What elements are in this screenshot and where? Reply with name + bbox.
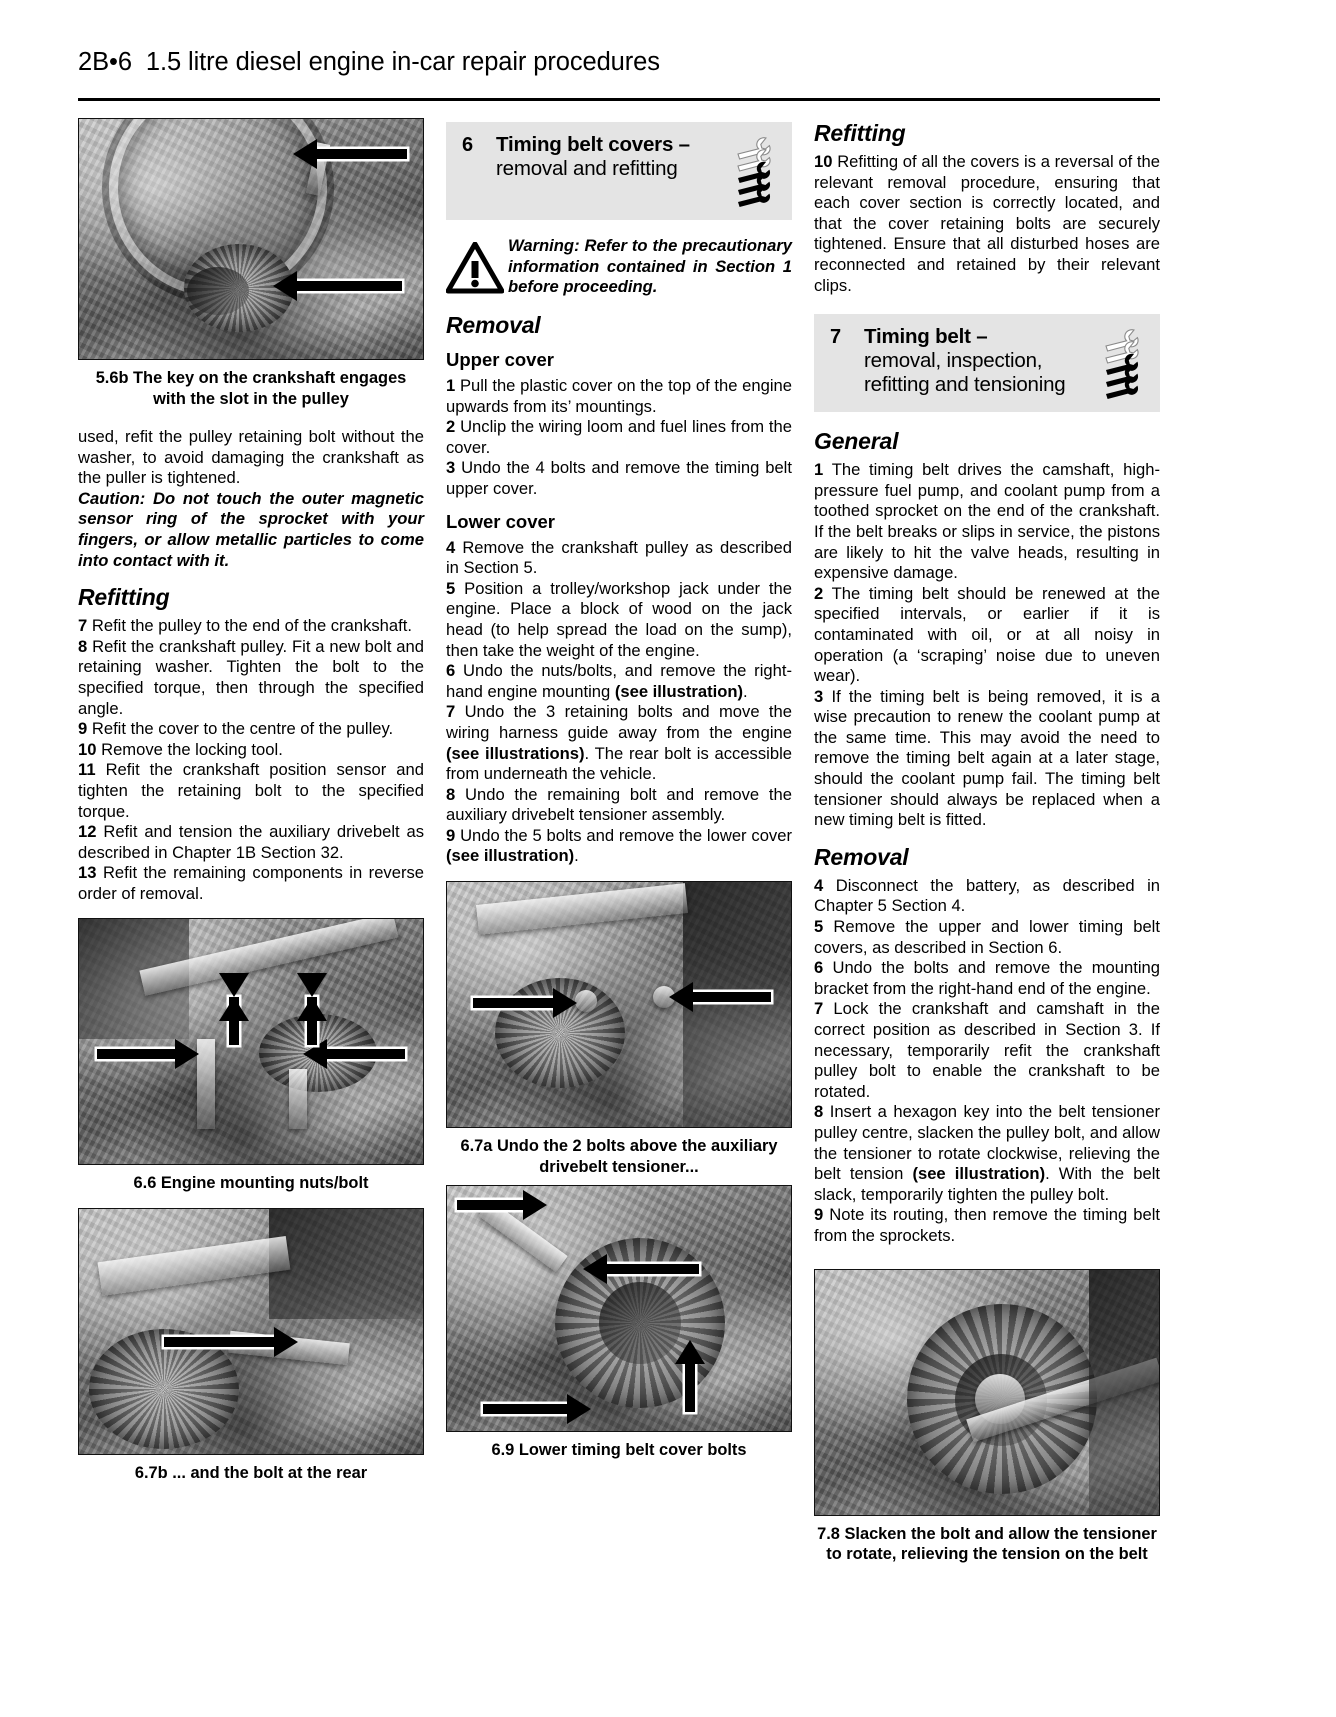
heading-general: General [814,428,899,455]
stud-1 [197,1039,215,1129]
step-text: Undo the bolts and remove the mounting bracket from the right-hand end of the engine. [814,958,1160,998]
step-number: 7 [446,702,456,722]
step-text: Refit the crankshaft position sensor and tighten the retaining bolt to the specified torque. [78,760,424,821]
step-number: 10 [78,739,97,759]
step-number: 4 [446,537,456,557]
callout-arrow-mid [607,1264,699,1274]
section-header-6[interactable] [446,122,792,220]
page-title [78,48,1158,77]
removal-step-9 [814,1205,1160,1246]
callout-arrow [164,1337,274,1347]
lower-step-6 [446,661,792,702]
caption-5-6b: 5.6b The key on the crankshaft engages with the slot in the pulley [95,369,407,408]
warning-text: Warning: Refer to the precautionary information contained in Section 1 before proceeding. [508,236,792,297]
section-subtitle: removal and refitting [496,157,678,180]
callout-arrow-1 [317,149,407,159]
caution-note: Caution: Do not touch the outer magnetic sensor ring of the sprocket with your fingers, or allow metallic particles to come into contact with it. [78,488,424,570]
step-text: Disconnect the battery, as described in Chapter 5 Section 4. [814,875,1160,916]
column-1 [78,118,424,1565]
column-3 [814,118,1160,1565]
step-text: Undo the 5 bolts and remove the lower cover [460,825,792,845]
general-step-1 [814,460,1160,584]
subheading-lower-cover: Lower cover [446,510,555,532]
section-subtitle-line-1: removal, inspection, [864,349,1043,373]
removal-step-4 [814,876,1160,917]
stud-2 [289,1069,307,1129]
step-text: Remove the locking tool. [101,739,283,759]
step-11 [78,760,424,822]
step-text: Remove the crankshaft pulley as described in Section 5. [446,537,792,578]
spanner-rating-icon [1102,325,1148,399]
step-text: Undo the 3 retaining bolts and move the wiring harness guide away from the engine [446,702,792,742]
shadow-region [683,882,792,1127]
callout-arrow-bottom [483,1404,567,1414]
step-number: 5 [814,917,824,937]
page-title-text: 1.5 litre diesel engine in-car repair procedures [145,48,660,76]
step-number: 11 [78,760,96,780]
step-number: 3 [814,686,824,706]
step-number: 2 [814,583,824,603]
step-text: Refit and tension the auxiliary drivebelt as described in Chapter 1B Section 32. [78,822,424,862]
step-text: Refitting of all the covers is a reversal of the relevant removal procedure, ensuring that each cover section is correctly located, and that the cover retaining bolts are securely tightened. Ensure that all disturbed hoses are reconnected and retained by their relevant clips. [814,152,1160,295]
pulley-edge [89,1329,239,1449]
callout-arrow-right [327,1049,405,1059]
photo-7-8 [814,1269,1160,1516]
heading-removal-c2: Removal [446,312,541,338]
section-title: Timing belt covers – [496,133,690,156]
step-number: 4 [814,875,824,895]
callout-arrow-2 [297,281,402,291]
step-number: 13 [78,863,97,883]
step-text: The timing belt should be renewed at the specified intervals, or earlier if it is contaminated with oil, or at all noisy in operation (a ‘scraping’ noise due to uneven wear). [814,583,1160,686]
step-number: 8 [446,784,456,804]
step-number: 1 [814,460,824,480]
callout-arrow-down-2 [307,997,317,1045]
heading-refitting-c3: Refitting [814,120,906,146]
callout-arrow-right [693,992,771,1002]
step-number: 8 [78,636,88,656]
spanner-rating-icon [734,133,780,207]
removal-step-6 [814,958,1160,999]
step-number: 9 [446,825,456,845]
see-illustration-ref: (see illustration) [446,846,575,866]
step-text-tail: . [743,681,748,701]
three-column-layout [78,118,1160,1565]
callout-arrow-down-1 [229,997,239,1045]
caption-6-7a: 6.7a Undo the 2 bolts above the auxiliary drivebelt tensioner... [460,1137,778,1176]
general-step-3 [814,687,1160,831]
header-rule [78,98,1160,101]
warning-triangle-icon [446,236,508,299]
step-text: Refit the crankshaft pulley. Fit a new bolt and retaining washer. Tighten the bolt to the specified torque, then through the specified angle. [78,636,424,718]
step-7 [78,616,424,637]
caption-6-6: 6.6 Engine mounting nuts/bolt [133,1174,369,1193]
refit-step-10 [814,152,1160,296]
step-text: Remove the upper and lower timing belt covers, as described in Section 6. [814,917,1160,957]
section-number: 7 [830,326,842,349]
upper-step-3 [446,458,792,499]
step-text: Undo the nuts/bolts, and remove the right-hand engine mounting [446,661,792,701]
step-text: Pull the plastic cover on the top of the engine upwards from its’ mountings. [446,376,792,416]
page-folio: 2B•6 [78,48,132,76]
upper-step-1 [446,376,792,417]
step-number: 9 [814,1205,824,1225]
step-text: If the timing belt is being removed, it is a wise precaution to renew the coolant pump at the same time. This may avoid the need to remove the timing belt again at a later stage, should the coolant pump fail. The timing belt tensioner should always be replaced when a new timing belt is fitted. [814,686,1160,830]
step-number: 6 [814,958,824,978]
general-step-2 [814,584,1160,687]
step-text-tail: . [574,846,579,866]
step-12 [78,822,424,863]
step-text: Insert a hexagon key into the belt tensioner pulley centre, slacken the pulley bolt, and allow the tensioner to rotate clockwise, relieving the belt tension [814,1102,1160,1184]
step-text: Refit the remaining components in reverse order of removal. [78,863,424,903]
step-text: Position a trolley/workshop jack under the engine. Place a block of wood on the jack head (to help spread the load on the sump), then take the weight of the engine. [446,578,792,660]
removal-step-8 [814,1102,1160,1205]
step-text: Refit the pulley to the end of the crankshaft. [91,616,412,636]
continuation-paragraph: used, refit the pulley retaining bolt without the washer, to avoid damaging the crankshaft as the puller is tightened. [78,427,424,488]
see-illustration-ref: (see illustrations) [446,743,585,763]
callout-arrow-left [473,998,553,1008]
callout-arrow-up [685,1364,695,1412]
removal-step-7 [814,999,1160,1102]
step-number: 5 [446,578,456,598]
section-header-7[interactable] [814,314,1160,412]
belt-edge [1089,1270,1160,1515]
page-header [78,48,1158,77]
step-text: Undo the remaining bolt and remove the auxiliary drivebelt tensioner assembly. [446,784,792,825]
step-number: 6 [446,661,456,681]
step-number: 7 [814,999,824,1019]
section-title-block [864,325,1102,397]
step-number: 12 [78,822,97,842]
section-number: 6 [462,134,474,156]
shadow-region [269,1209,424,1319]
caption-6-9: 6.9 Lower timing belt cover bolts [491,1441,747,1460]
photo-6-7b [78,1208,424,1455]
step-number: 1 [446,376,456,395]
photo-6-9 [446,1185,792,1432]
step-number: 9 [78,719,88,739]
caption-7-8: 7.8 Slacken the bolt and allow the tensioner to rotate, relieving the tension on the belt [817,1524,1157,1564]
see-illustration-ref: (see illustration) [912,1164,1046,1184]
subheading-upper-cover: Upper cover [446,349,554,370]
upper-step-2 [446,417,792,458]
step-number: 2 [446,417,456,437]
lower-step-9 [446,826,792,867]
photo-6-7a [446,881,792,1128]
step-13 [78,863,424,904]
cover-centre [599,1282,681,1364]
step-text: Lock the crankshaft and camshaft in the correct position as described in Section 3. If necessary, temporarily refit the crankshaft pulley bolt to enable the crankshaft to be rotated. [814,999,1160,1101]
callout-arrow-left [97,1049,175,1059]
step-text-tail: . The rear bolt is accessible from underneath the vehicle. [446,743,792,784]
step-number: 8 [814,1102,824,1122]
step-text: Unclip the wiring loom and fuel lines from the cover. [446,417,792,457]
section-title-block [496,133,734,181]
step-number: 7 [78,616,88,636]
step-text: The timing belt drives the camshaft, high-pressure fuel pump, and coolant pump from a toothed sprocket on the end of the crankshaft. If the belt breaks or slips in service, the pistons are likely to hit the valve heads, resulting in expensive damage. [814,460,1161,583]
removal-step-5 [814,917,1160,958]
step-number: 10 [814,152,833,171]
section-subtitle-line-2: refitting and tensioning [864,373,1066,397]
bolt-1 [575,990,597,1012]
lower-step-4 [446,538,792,579]
pulley-bore [187,267,249,315]
caption-6-7b: 6.7b ... and the bolt at the rear [134,1463,368,1482]
callout-arrow-top-left [457,1200,523,1210]
lower-step-8 [446,785,792,826]
step-text: Undo the 4 bolts and remove the timing belt upper cover. [446,458,792,498]
warning-block [446,236,792,299]
photo-6-6 [78,918,424,1165]
step-10 [78,740,424,761]
step-text-tail: . With the belt slack, temporarily tighten the pulley bolt. [814,1164,1161,1204]
step-text: Refit the cover to the centre of the pulley. [91,719,394,739]
step-text: Note its routing, then remove the timing belt from the sprockets. [814,1205,1160,1245]
step-8 [78,637,424,719]
photo-5-6b [78,118,424,360]
lower-step-7 [446,702,792,784]
step-9 [78,719,424,740]
lower-step-5 [446,579,792,661]
column-2 [446,118,792,1565]
section-title: Timing belt – [864,325,988,349]
heading-refitting-c1: Refitting [78,584,170,611]
step-number: 3 [446,458,456,478]
heading-removal-c3: Removal [814,843,909,870]
see-illustration-ref: (see illustration) [614,681,744,701]
